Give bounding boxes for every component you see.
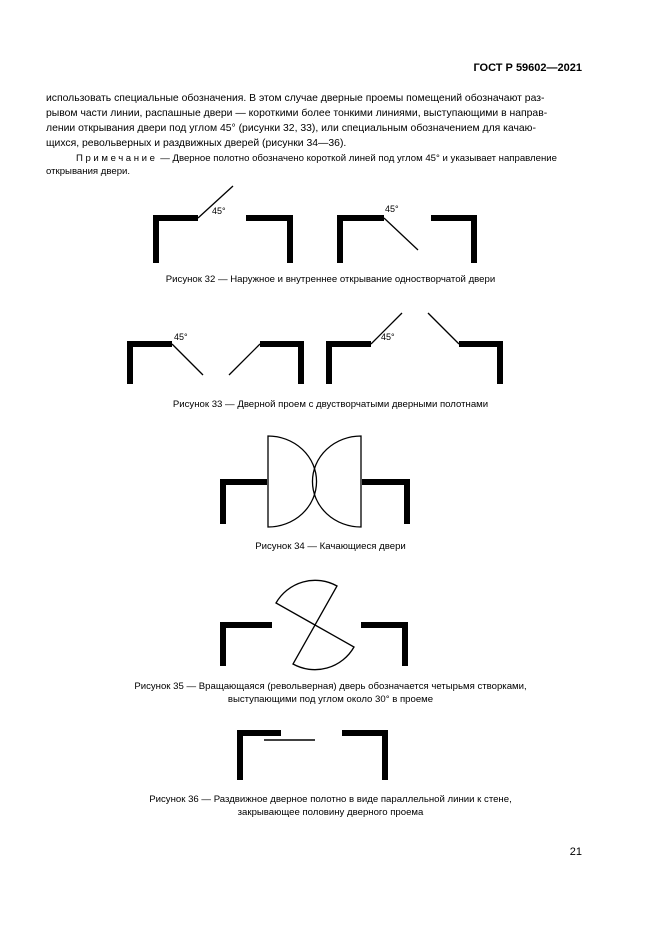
note-label: Примечание bbox=[76, 153, 158, 164]
figure-36-caption-2: закрывающее половину дверного проема bbox=[237, 807, 424, 818]
figure-34-caption: Рисунок 34 — Качающиеся двери bbox=[255, 541, 406, 552]
body-text-line-2: рывом части линии, распашные двери — короткими более тонкими линиями, выступающими в направ- bbox=[46, 108, 548, 119]
door-leaf-left bbox=[172, 344, 203, 375]
figure-35-caption-2: выступающими под углом около 30° в проеме bbox=[227, 694, 434, 705]
angle-label: 45° bbox=[385, 204, 399, 214]
wall-right bbox=[342, 733, 385, 780]
note-text-2: открывания двери. bbox=[46, 166, 131, 177]
wall-right bbox=[431, 218, 474, 263]
body-text-line-4: щихся, револьверных и раздвижных дверей (рисунки 34—36). bbox=[46, 138, 347, 149]
wall-left bbox=[130, 344, 172, 384]
wall-right bbox=[362, 482, 407, 524]
wall-left bbox=[223, 482, 267, 524]
figure-35-caption-1: Рисунок 35 — Вращающаяся (револьверная) дверь обозначается четырьмя створками, bbox=[134, 681, 527, 692]
note-text: — Дверное полотно обозначено короткой линей под углом 45° и указывает направление bbox=[157, 153, 557, 164]
figure-33-drawing bbox=[130, 313, 500, 384]
angle-label: 45° bbox=[174, 332, 188, 342]
figure-33-caption: Рисунок 33 — Дверной проем с двустворчатыми дверными полотнами bbox=[172, 399, 489, 410]
door-leaf-right bbox=[229, 344, 260, 375]
wall-left bbox=[329, 344, 371, 384]
wall-left bbox=[340, 218, 384, 263]
revolving-leaf-top bbox=[276, 580, 337, 625]
figure-32-caption: Рисунок 32 — Наружное и внутреннее открывание одностворчатой двери bbox=[165, 274, 496, 285]
angle-label: 45° bbox=[381, 332, 395, 342]
figure-32-drawing bbox=[156, 186, 474, 263]
figure-36-caption-1: Рисунок 36 — Раздвижное дверное полотно в виде параллельной линии к стене, bbox=[149, 794, 512, 805]
wall-right bbox=[361, 625, 405, 666]
angle-label: 45° bbox=[212, 206, 226, 216]
page-number: 21 bbox=[569, 846, 582, 858]
figure-34-drawing bbox=[223, 436, 407, 527]
wall-right bbox=[246, 218, 290, 263]
figure-35-drawing bbox=[223, 580, 405, 669]
revolving-leaf-bottom bbox=[293, 625, 354, 670]
door-leaf-right bbox=[428, 313, 459, 344]
door-leaf bbox=[384, 218, 418, 250]
swing-leaf-right bbox=[312, 436, 361, 527]
body-text-line-3: лении открывания двери под углом 45° (рисунки 32, 33), или специальным обозначением для качаю- bbox=[46, 123, 536, 134]
body-text-line-1: использовать специальные обозначения. В этом случае дверные проемы помещений обозначают раз- bbox=[46, 93, 545, 104]
wall-left bbox=[156, 218, 198, 263]
document-header: ГОСТ Р 59602—2021 bbox=[473, 62, 582, 74]
wall-right bbox=[459, 344, 500, 384]
wall-right bbox=[260, 344, 301, 384]
figure-36-drawing bbox=[240, 733, 385, 780]
wall-left bbox=[223, 625, 272, 666]
swing-leaf-left bbox=[268, 436, 317, 527]
